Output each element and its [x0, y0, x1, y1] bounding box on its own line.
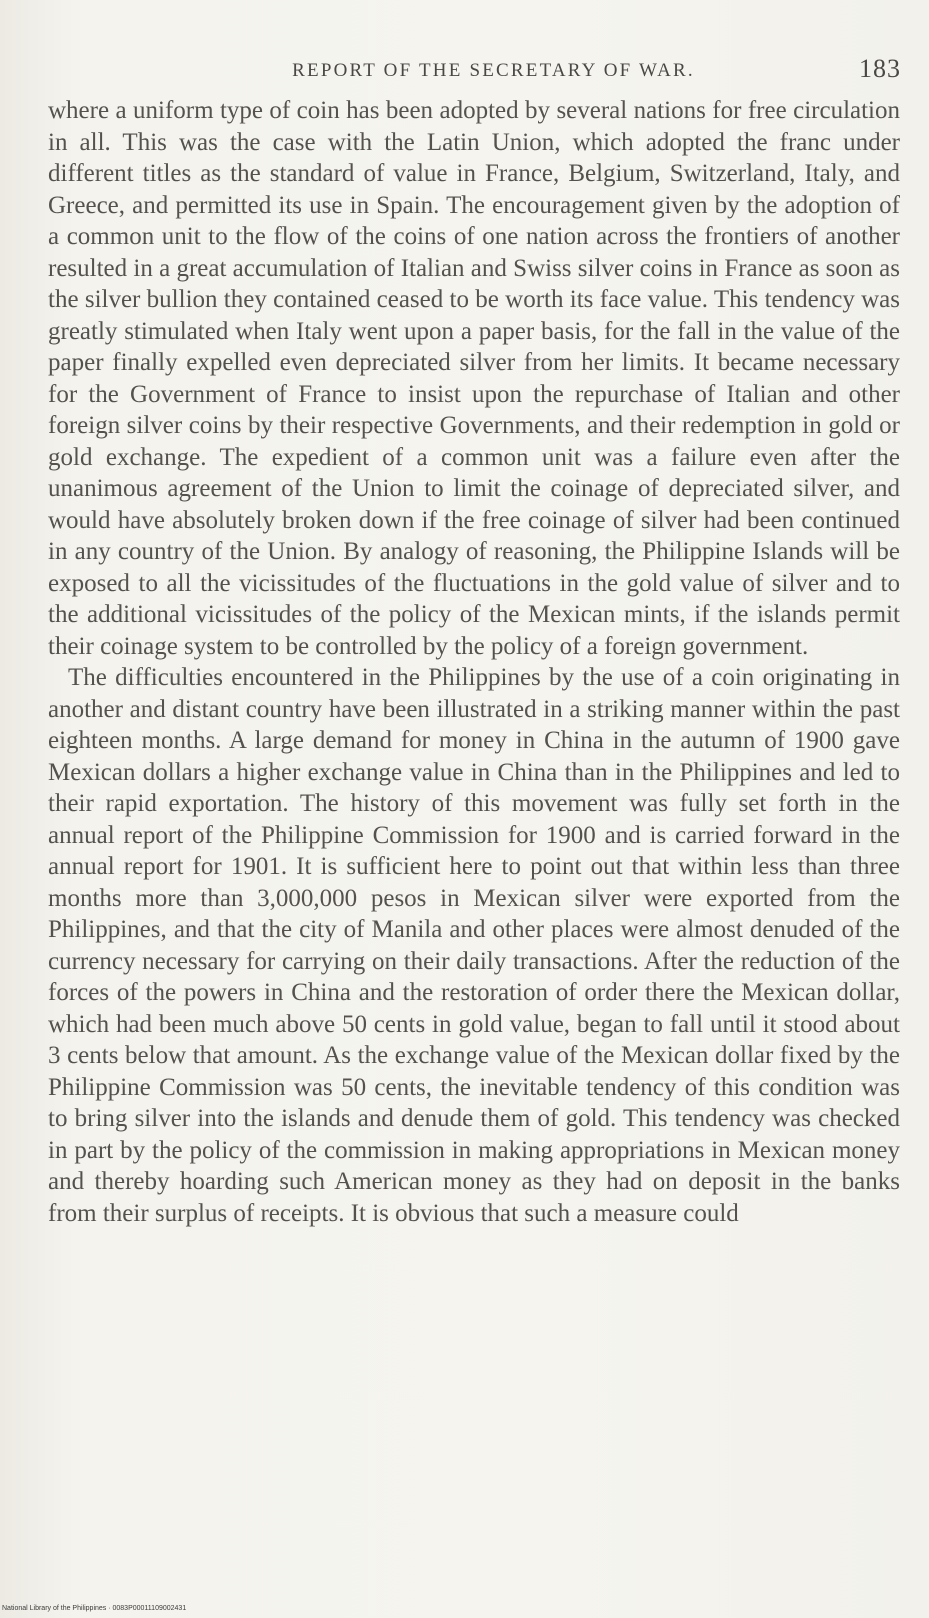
- running-head: REPORT OF THE SECRETARY OF WAR.: [292, 60, 695, 81]
- paragraph-2: The difficulties encountered in the Philippines by the use of a coin originating in another and distant country have been illustrated in a striking manner within the past eighteen months. A large demand for money in China in the autumn of 1900 gave Mexican dollars a higher exchange value in China than in the Philippines and led to their rapid exportation. The history of this movement was fully set forth in the annual report of the Philippine Commission for 1900 and is carried forward in the annual report for 1901. It is sufficient here to point out that within less than three months more than 3,000,000 pesos in Mexican silver were exported from the Philippines, and that the city of Manila and other places were almost denuded of the currency necessary for carrying on their daily transactions. After the reduction of the forces of the powers in China and the restoration of order there the Mexican dollar, which had been much above 50 cents in gold value, began to fall until it stood about 3 cents below that amount. As the exchange value of the Mexican dollar fixed by the Philippine Commission was 50 cents, the inevitable tendency of this condition was to bring silver into the islands and denude them of gold. This tendency was checked in part by the policy of the commission in making appropriations in Mexican money and thereby hoarding such American money as they had on deposit in the banks from their surplus of receipts. It is obvious that such a measure could: [48, 664, 900, 1227]
- page-number: 183: [859, 54, 901, 83]
- paragraph-1: where a uniform type of coin has been adopted by several nations for free circulation in all. This was the case with the Latin Union, which adopted the franc under different titles as the standard of value in France, Belgium, Switzerland, Italy, and Greece, and permitted its use in Spain. The encouragement given by the adoption of a common unit to the flow of the coins of one nation across the frontiers of another resulted in a great accumulation of Italian and Swiss silver coins in France as soon as the silver bullion they contained ceased to be worth its face value. This tendency was greatly stimulated when Italy went upon a paper basis, for the fall in the value of the paper finally expelled even depreciated silver from her limits. It became necessary for the Government of France to insist upon the repurchase of Italian and other foreign silver coins by their respective Governments, and their redemption in gold or gold exchange. The expedient of a common unit was a failure even after the unanimous agreement of the Union to limit the coinage of depreciated silver, and would have absolutely broken down if the free coinage of silver had been continued in any country of the Union. By analogy of reasoning, the Philippine Islands will be exposed to all the vicissitudes of the fluctuations in the gold value of silver and to the additional vicissitudes of the policy of the Mexican mints, if the islands permit their coinage system to be controlled by the policy of a foreign government.: [48, 97, 900, 660]
- body-text: [48, 95, 900, 1229]
- scan-footer: National Library of the Philippines · 0083P00011109002431: [2, 1605, 187, 1612]
- page-header: [46, 54, 901, 84]
